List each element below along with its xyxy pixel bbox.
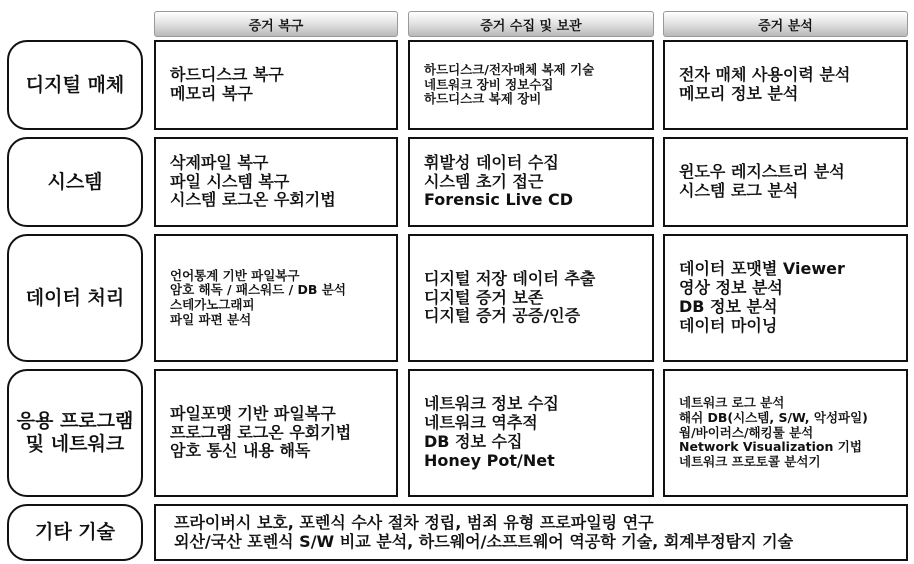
cell-other-technology [154, 504, 908, 561]
cell-line: Honey Pot/Net [424, 450, 555, 470]
cell-line: 디지털 증거 보존 [424, 287, 544, 307]
cell-line: 네트워크 역추적 [424, 413, 538, 433]
cell-data-processing-collection [408, 234, 654, 362]
cell-applications-collection [408, 369, 654, 497]
cell-line: 네트워크 장비 정보수집 [424, 76, 554, 92]
cell-line: 스테가노그래피 [170, 297, 255, 312]
cell-line: 외산/국산 포렌식 S/W 비교 분석, 하드웨어/소프트웨어 역공학 기술, 회계부정탐지 기술 [174, 531, 794, 551]
cell-line: 윈도우 레지스트리 분석 [679, 162, 845, 182]
cell-line: DB 정보 수집 [424, 432, 523, 451]
cell-line: 데이터 마이닝 [679, 315, 778, 335]
cell-digital-media-analysis [663, 40, 908, 130]
cell-line: 언어통계 기반 파일복구 [170, 267, 300, 283]
cell-line: 암호 해독 / 패스워드 / DB 분석 [170, 282, 346, 298]
cell-line: Forensic Live CD [424, 190, 574, 210]
cell-line: 영상 정보 분석 [679, 278, 783, 298]
row-label-other-technology: 기타 기술 [7, 504, 143, 561]
cell-line: 파일 파편 분석 [170, 311, 252, 327]
cell-line: 시스템 초기 접근 [424, 171, 544, 191]
cell-line: 디지털 저장 데이터 추출 [424, 268, 596, 288]
cell-line: 데이터 포맷별 Viewer [679, 259, 845, 279]
cell-line: 프라이버시 보호, 포렌식 수사 절차 정립, 범죄 유형 프로파일링 연구 [174, 512, 654, 532]
row-label-system: 시스템 [7, 137, 143, 227]
cell-line: 하드디스크 복구 [170, 65, 284, 85]
row-label-applications-network [7, 369, 143, 497]
cell-data-processing-recovery [154, 234, 398, 362]
cell-line: 암호 통신 내용 해독 [170, 441, 311, 461]
cell-applications-recovery [154, 369, 398, 497]
cell-digital-media-recovery [154, 40, 398, 130]
cell-line: DB 정보 분석 [679, 297, 778, 316]
cell-line: 네트워크 프로토콜 분석기 [679, 454, 821, 470]
row-label-line: 응용 프로그램 [16, 410, 134, 433]
cell-line: 네트워크 정보 수집 [424, 394, 559, 414]
cell-line: 파일포맷 기반 파일복구 [170, 403, 336, 423]
cell-line: 시스템 로그온 우회기법 [170, 190, 336, 210]
cell-data-processing-analysis [663, 234, 908, 362]
cell-system-recovery [154, 137, 398, 227]
cell-system-collection [408, 137, 654, 227]
row-label-data-processing: 데이터 처리 [7, 234, 143, 362]
cell-line: Network Visualization 기법 [679, 439, 862, 455]
cell-applications-analysis [663, 369, 908, 497]
cell-line: 네트워크 로그 분석 [679, 395, 785, 411]
cell-line: 시스템 로그 분석 [679, 181, 799, 200]
cell-line: 삭제파일 복구 [170, 152, 269, 172]
cell-line: 메모리 복구 [170, 84, 253, 103]
cell-line: 웜/바이러스/해킹툴 분석 [679, 424, 814, 440]
column-header-evidence-recovery: 증거 복구 [154, 11, 398, 37]
cell-line: 휘발성 데이터 수집 [424, 152, 559, 172]
cell-line: 메모리 정보 분석 [679, 84, 799, 103]
cell-line: 파일 시스템 복구 [170, 171, 290, 191]
cell-system-analysis [663, 137, 908, 227]
column-header-evidence-collection: 증거 수집 및 보관 [408, 11, 654, 37]
cell-line: 하드디스크/전자매체 복제 기술 [424, 61, 595, 77]
cell-line: 전자 매체 사용이력 분석 [679, 65, 851, 85]
cell-digital-media-collection [408, 40, 654, 130]
row-label-line: 및 네트워크 [25, 433, 125, 455]
cell-line: 디지털 증거 공증/인증 [424, 306, 581, 326]
cell-line: 해쉬 DB(시스템, S/W, 악성파일) [679, 409, 868, 425]
cell-line: 하드디스크 복제 장비 [424, 91, 542, 107]
row-label-digital-media: 디지털 매체 [7, 40, 143, 130]
cell-line: 프로그램 로그온 우회기법 [170, 422, 352, 442]
column-header-evidence-analysis: 증거 분석 [663, 11, 908, 37]
